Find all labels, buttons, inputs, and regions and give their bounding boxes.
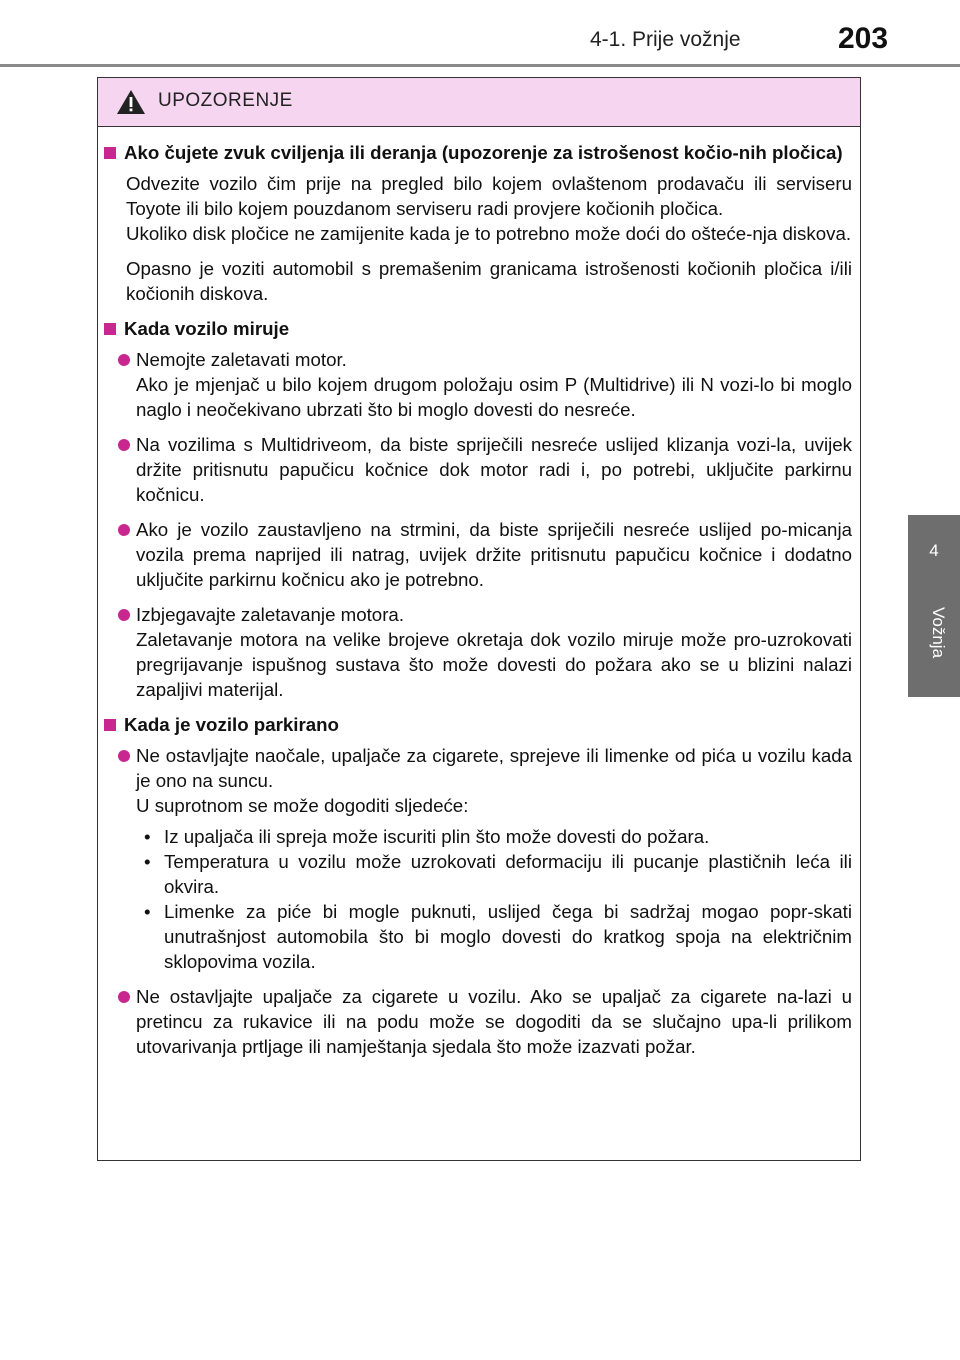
list-item: Na vozilima s Multidriveom, da biste spriječili nesreće uslijed klizanja vozi-la, uvijek držite pritisnutu papučicu kočnice dok motor radi i, po potrebi, uključite parkirnu kočnicu.: [118, 432, 852, 507]
chapter-label: Vožnja: [929, 607, 948, 659]
list-item: Izbjegavajte zaletavanje motora. Zaletavanje motora na velike brojeve okretaja dok vozilo miruje može pro-uzrokovati pregrijavanje ispušnog sustava što može dovesti do požara ako se u blizini nalazi zapaljivi materijal.: [118, 602, 852, 702]
section-title: Kada je vozilo parkirano: [104, 712, 852, 737]
warning-box: [97, 77, 861, 1161]
page-header-title: 4-1. Prije vožnje: [590, 28, 741, 51]
warning-label: UPOZORENJE: [158, 90, 293, 111]
list-item: Ne ostavljajte upaljače za cigarete u vozilu. Ako se upaljač za cigarete na-lazi u pretincu za rukavice ili na podu može se dogoditi da se slučajno upa-li prilikom utovarivanja prtljage ili namještanja sjedala što može izazvati požar.: [118, 984, 852, 1059]
square-bullet-icon: [104, 719, 116, 731]
sub-list-item: • Iz upaljača ili spreja može iscuriti plin što može dovesti do požara.: [144, 826, 710, 847]
circle-bullet-icon: [118, 439, 130, 451]
warning-header: [98, 78, 860, 127]
section-brake-pad-noise: [104, 140, 852, 306]
warning-content: [98, 126, 860, 1069]
chapter-number: 4: [929, 541, 939, 560]
paragraph: Opasno je voziti automobil s premašenim granicama istrošenosti kočionih pločica i/ili kočionih diskova.: [126, 258, 852, 304]
sub-list: [104, 824, 852, 974]
paragraph: Odvezite vozilo čim prije na pregled bilo kojem ovlaštenom prodavaču ili serviseru Toyote ili bilo kojem pouzdanom serviseru radi provjere kočionih pločica. Ukoliko disk pločice ne zamijenite kada je to potrebno može doći do ošteće-nja diskova.: [126, 173, 852, 244]
circle-bullet-icon: [118, 609, 130, 621]
section-vehicle-parked: [104, 712, 852, 1059]
section-vehicle-stationary: [104, 316, 852, 702]
circle-bullet-icon: [118, 354, 130, 366]
list-item: Ako je vozilo zaustavljeno na strmini, da biste spriječili nesreće uslijed po-micanja vozila prema naprijed ili natrag, uvijek držite pritisnutu papučicu kočnice i dodatno uključite parkirnu kočnicu ako je potrebno.: [118, 517, 852, 592]
warning-triangle-icon: [116, 88, 146, 116]
circle-bullet-icon: [118, 991, 130, 1003]
sub-list-item: • Temperatura u vozilu može uzrokovati deformaciju ili pucanje plastičnih leća ili okvira.: [144, 851, 852, 897]
circle-bullet-icon: [118, 524, 130, 536]
section-title: Ako čujete zvuk cviljenja ili deranja (upozorenje za istrošenost kočio-nih pločica): [104, 140, 852, 165]
list-item: Nemojte zaletavati motor. Ako je mjenjač u bilo kojem drugom položaju osim P (Multidrive) ili N vozi-lo bi moglo naglo i neočekivano ubrzati što bi moglo dovesti do nesreće.: [118, 347, 852, 422]
chapter-side-tab: [908, 515, 960, 697]
square-bullet-icon: [104, 323, 116, 335]
circle-bullet-icon: [118, 750, 130, 762]
section-title: Kada vozilo miruje: [104, 316, 852, 341]
list-item: Ne ostavljajte naočale, upaljače za cigarete, sprejeve ili limenke od pića u vozilu kada je ono na suncu. U suprotnom se može dogoditi sljedeće:: [118, 743, 852, 818]
header-divider: [0, 64, 960, 67]
square-bullet-icon: [104, 147, 116, 159]
sub-list-item: • Limenke za piće bi mogle puknuti, uslijed čega bi sadržaj mogao popr-skati unutrašnjost automobila što bi moglo dovesti do kratkog spoja na električnim sklopovima vozila.: [144, 901, 852, 972]
page-number: 203: [838, 22, 889, 55]
